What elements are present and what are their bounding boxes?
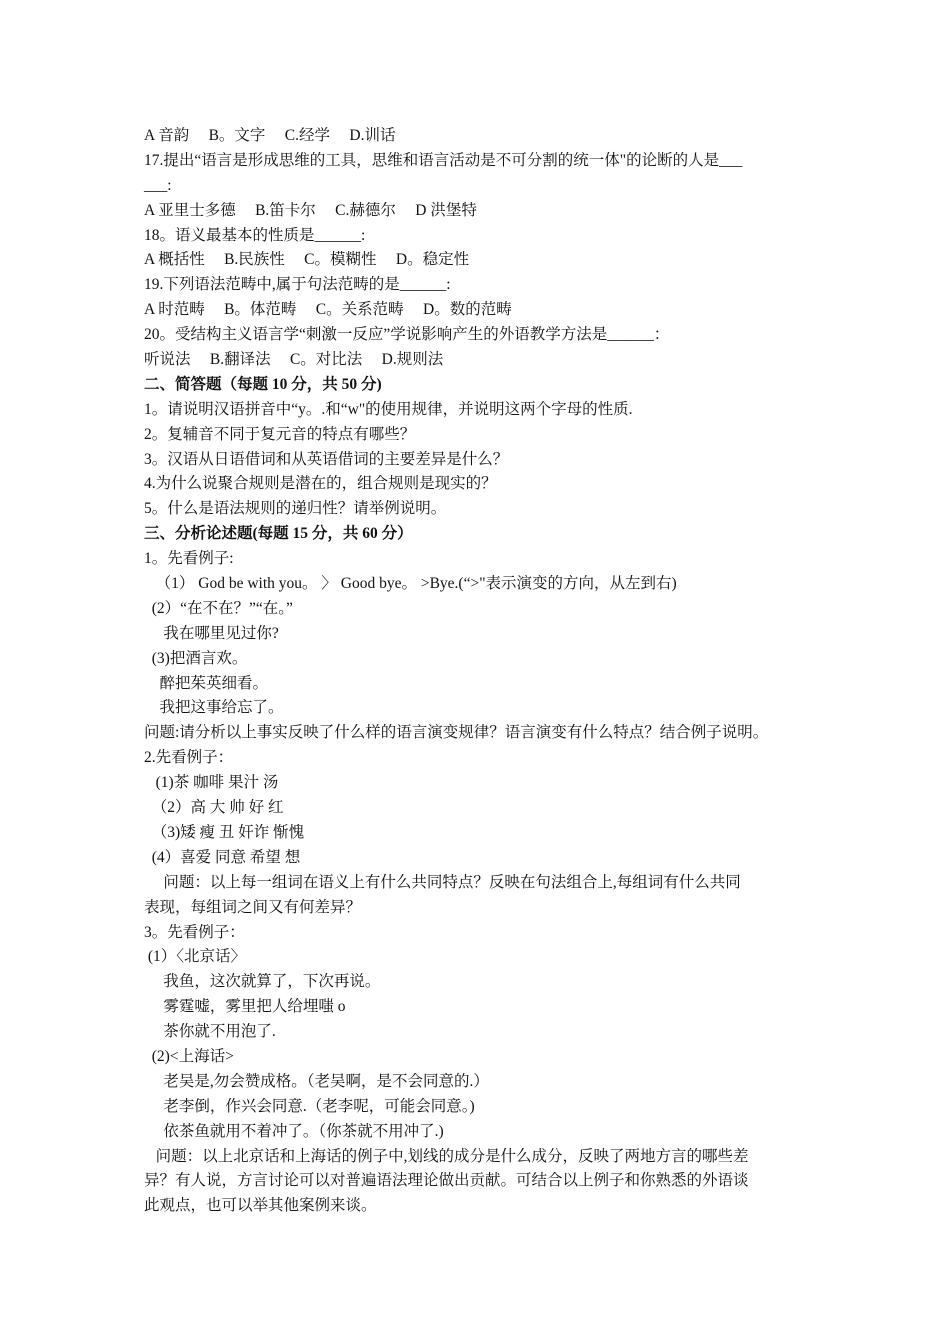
analysis-3-question-end: 此观点，也可以举其他案例来谈。: [144, 1197, 377, 1215]
analysis-1-intro: 1。先看例子:: [144, 550, 234, 568]
analysis-3-shanghai-label: (2)<上海话>: [144, 1047, 234, 1065]
short-answer-3: 3。汉语从日语借词和从英语借词的主要差异是什么？: [144, 450, 509, 468]
analysis-2-question: 问题：以上每一组词在语义上有什么共同特点？反映在句法组合上,每组词有什么共同: [144, 873, 741, 891]
analysis-2-group-3: （3)矮 瘦 丑 奸诈 惭愧: [144, 823, 305, 841]
analysis-3-intro: 3。先看例子：: [144, 923, 245, 941]
analysis-3-beijing-1: 我鱼，这次就算了，下次再说。: [144, 973, 381, 991]
section-heading-3: 三、分析论述题(每题 15 分，共 60 分）: [144, 525, 413, 543]
analysis-2-group-4: (4）喜爱 同意 希望 想: [144, 848, 301, 866]
question-18: 18。语义最基本的性质是______:: [144, 226, 366, 244]
analysis-3-beijing-label: (1）〈北京话〉: [144, 948, 247, 966]
analysis-3-beijing-3: 茶你就不用泡了.: [144, 1023, 276, 1041]
question-19: 19.下列语法范畴中,属于句法范畴的是______:: [144, 276, 451, 294]
option-line-17: A 亚里士多德 B.笛卡尔 C.赫德尔 D 洪堡特: [144, 201, 477, 219]
short-answer-2: 2。复辅音不同于复元音的特点有哪些？: [144, 425, 416, 443]
analysis-3-shanghai-3: 依茶鱼就用不着冲了。（你茶就不用冲了.): [144, 1122, 444, 1140]
analysis-2-question-cont: 表现，每组词之间又有何差异？: [144, 898, 362, 916]
analysis-3-shanghai-1: 老吴是,勿会赞成格。（老吴啊，是不会同意的.）: [144, 1072, 489, 1090]
analysis-1-example-2: (2）“在不在？”“在。”: [144, 599, 293, 617]
question-17-cont: ___:: [144, 176, 172, 194]
question-17: 17.提出“语言是形成思维的工具，思维和语言活动是不可分割的统一体"的论断的人是___: [144, 151, 743, 169]
analysis-3-shanghai-2: 老李倒，作兴会同意.（老李呢，可能会同意。): [144, 1097, 475, 1115]
analysis-3-beijing-2: 雾霆嘘，雾里把人给埋嗤 o: [144, 998, 346, 1016]
analysis-1-example-2b: 我在哪里见过你?: [144, 624, 279, 642]
option-line-18: A 概括性 B.民族性 C。模糊性 D。稳定性: [144, 251, 470, 269]
section-heading-2: 二、简答题（每题 10 分，共 50 分): [144, 375, 382, 393]
analysis-3-question-cont: 异？有人说，方言讨论可以对普遍语法理论做出贡献。可结合以上例子和你熟悉的外语谈: [144, 1172, 749, 1190]
document-body: [144, 124, 816, 1219]
analysis-1-example-3b: 醉把茱英细看。: [144, 674, 269, 692]
option-line-20: 听说法 B.翻译法 C。对比法 D.规则法: [144, 351, 444, 369]
question-20: 20。受结构主义语言学“刺激一反应”学说影响产生的外语教学方法是______：: [144, 326, 670, 344]
analysis-1-example-3c: 我把这事给忘了。: [144, 699, 284, 717]
analysis-3-question: 问题：以上北京话和上海话的例子中,划线的成分是什么成分，反映了两地方言的哪些差: [144, 1147, 749, 1165]
analysis-2-intro: 2.先看例子：: [144, 749, 234, 767]
option-line-16: A 音韵 B。文字 C.经学 D.训话: [144, 127, 396, 144]
analysis-2-group-2: （2）高 大 帅 好 红: [144, 799, 284, 817]
analysis-1-question: 问题:请分析以上事实反映了什么样的语言演变规律？语言演变有什么特点？结合例子说明。: [144, 724, 769, 742]
short-answer-4: 4.为什么说聚合规则是潜在的，组合规则是现实的？: [144, 475, 497, 493]
short-answer-5: 5。什么是语法规则的递归性？请举例说明。: [144, 500, 447, 518]
option-line-19: A 时范畴 B。体范畴 C。关系范畴 D。数的范畴: [144, 301, 512, 319]
short-answer-1: 1。请说明汉语拼音中“y。.和“w"的使用规律，并说明这两个字母的性质.: [144, 400, 633, 418]
analysis-1-example-1: （1） God be with you。 〉 Good bye。 >Bye.(“>"表示演变的方向，从左到右): [144, 575, 677, 593]
analysis-1-example-3: (3)把酒言欢。: [144, 649, 248, 667]
analysis-2-group-1: (1)茶 咖啡 果汁 汤: [144, 774, 279, 792]
